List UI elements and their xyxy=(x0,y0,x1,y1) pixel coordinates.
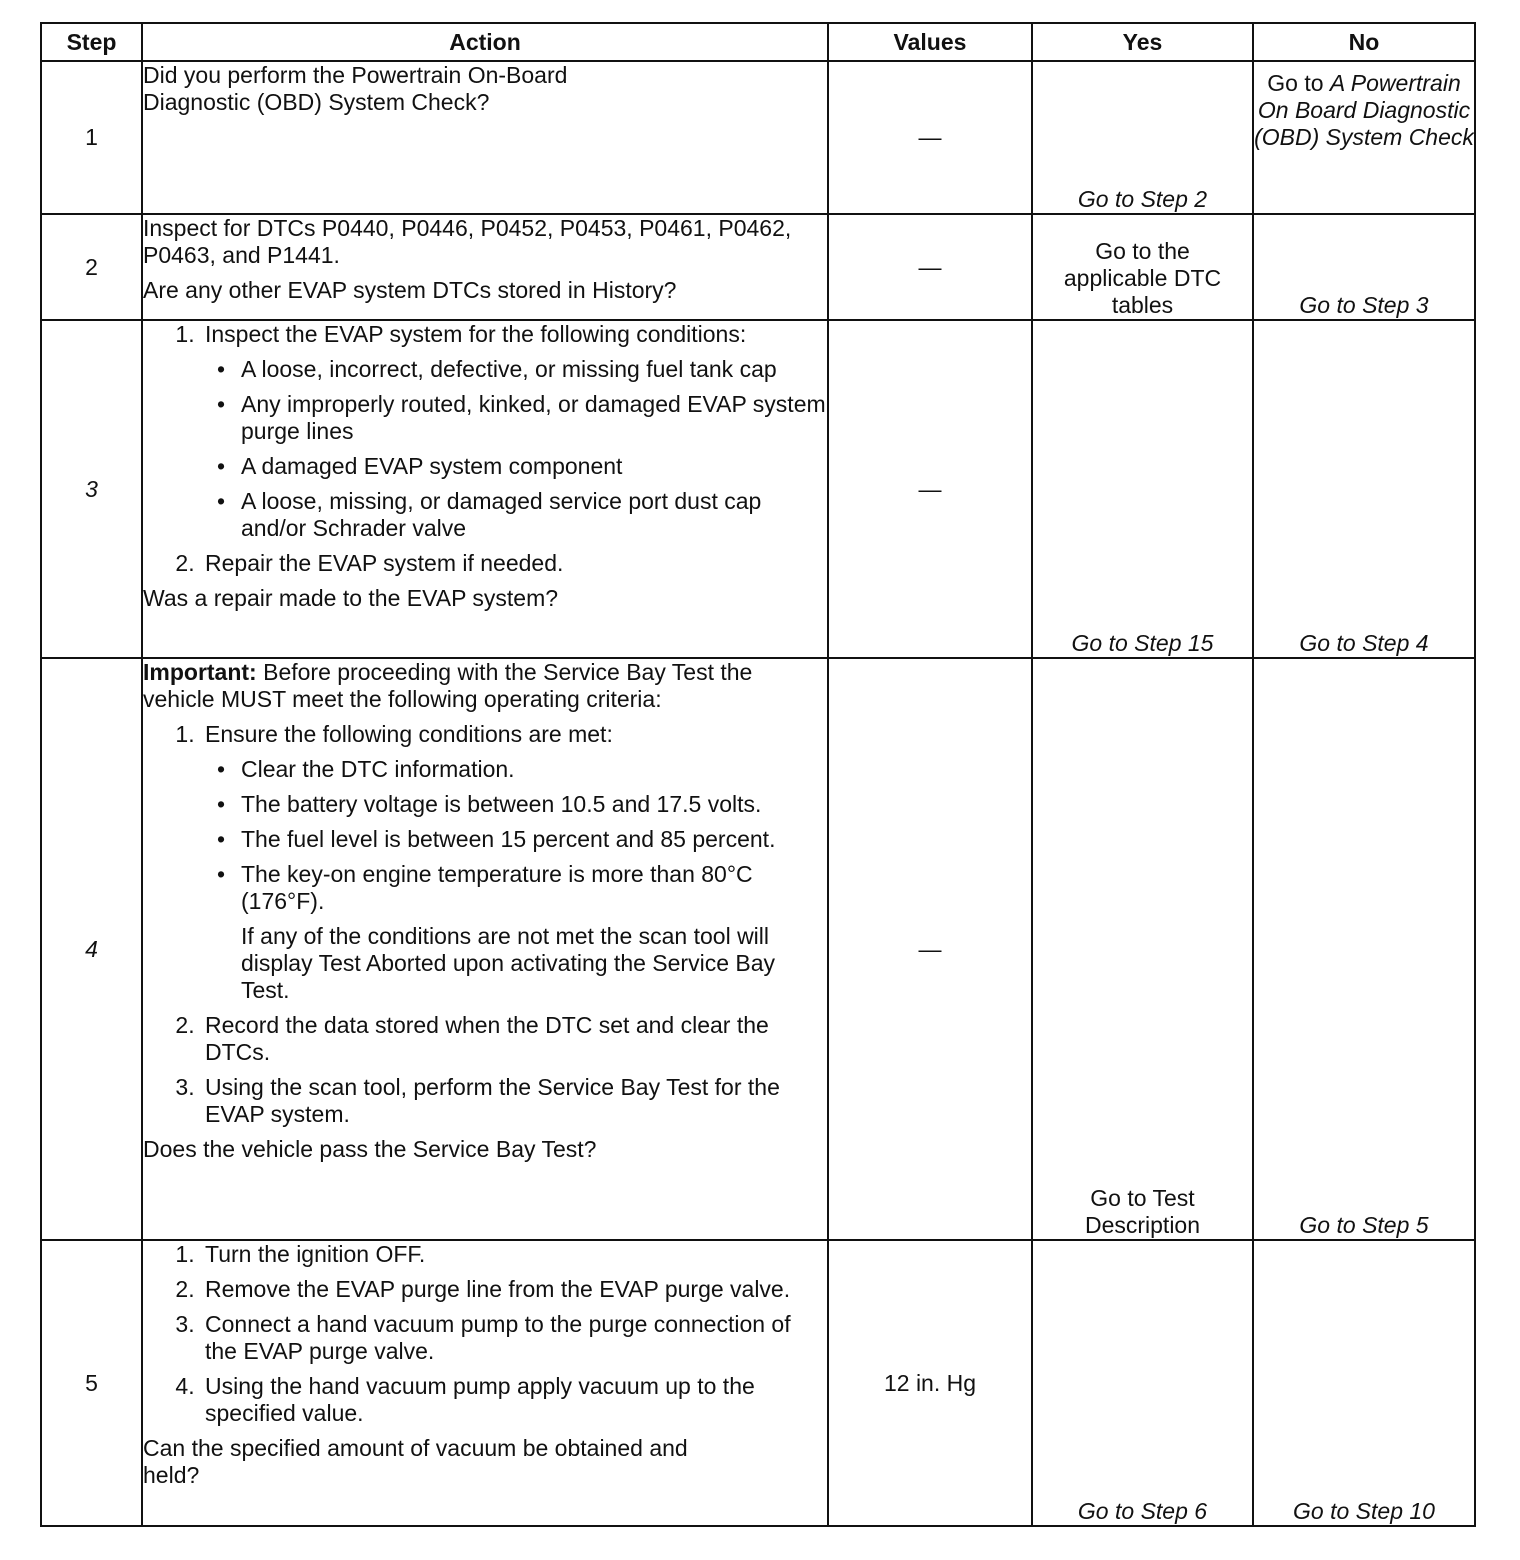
action-cell xyxy=(142,1240,828,1526)
action-question: Are any other EVAP system DTCs stored in History? xyxy=(143,277,677,303)
condition-text: A loose, incorrect, defective, or missing fuel tank cap xyxy=(241,356,777,382)
action-step xyxy=(201,1012,827,1066)
action-step xyxy=(201,1276,827,1303)
list-item: • Any improperly routed, kinked, or damaged EVAP system purge lines xyxy=(217,391,826,444)
action-question: Can the specified amount of vacuum be obtained and held? xyxy=(143,1435,688,1488)
action-step xyxy=(201,1373,827,1427)
yes-cell: Go to Step 15 xyxy=(1032,320,1253,658)
important-text: Before proceeding with the Service Bay Test the vehicle MUST meet the following operating criteria: xyxy=(143,659,753,712)
header-no: No xyxy=(1253,23,1475,61)
condition-note: If any of the conditions are not met the scan tool will display Test Aborted upon activating the Service Bay Test. xyxy=(241,923,776,1003)
step-number: 3 xyxy=(41,320,142,658)
table-row xyxy=(41,658,1475,1240)
condition-text: A damaged EVAP system component xyxy=(241,453,623,479)
values-cell: — xyxy=(828,214,1032,320)
action-step xyxy=(201,721,827,1004)
action-step-text: Remove the EVAP purge line from the EVAP purge valve. xyxy=(205,1276,791,1302)
condition-list xyxy=(205,356,827,542)
action-step-text: Repair the EVAP system if needed. xyxy=(205,550,564,576)
list-item: • A loose, missing, or damaged service port dust cap and/or Schrader valve xyxy=(217,488,762,541)
list-item: • The key-on engine temperature is more than 80°C (176°F). xyxy=(217,861,753,914)
table-row xyxy=(41,214,1475,320)
action-step-text: Record the data stored when the DTC set and clear the DTCs. xyxy=(205,1012,769,1065)
diagnostic-table xyxy=(40,22,1476,1527)
list-item: • Clear the DTC information. xyxy=(217,756,515,782)
yes-text: Go to Test Description xyxy=(1084,1185,1201,1238)
yes-cell xyxy=(1032,214,1253,320)
no-cell: Go to Step 3 xyxy=(1253,214,1475,320)
table-row xyxy=(41,1240,1475,1526)
action-step xyxy=(201,550,827,577)
action-step-text: Turn the ignition OFF. xyxy=(205,1241,426,1267)
condition-list xyxy=(205,756,827,915)
yes-text: Go to the applicable DTC tables xyxy=(1063,238,1222,318)
action-steps xyxy=(143,321,827,577)
action-cell xyxy=(142,658,828,1240)
header-row xyxy=(41,23,1475,61)
condition-text: Clear the DTC information. xyxy=(241,756,515,782)
action-step-text: Ensure the following conditions are met: xyxy=(205,721,613,747)
no-cell xyxy=(1253,61,1475,214)
action-steps xyxy=(143,1241,827,1427)
yes-cell: Go to Step 2 xyxy=(1032,61,1253,214)
action-cell xyxy=(142,320,828,658)
no-cell: Go to Step 10 xyxy=(1253,1240,1475,1526)
action-step xyxy=(201,1074,827,1128)
list-item: • A loose, incorrect, defective, or missing fuel tank cap xyxy=(217,356,777,382)
action-step xyxy=(201,321,827,542)
action-step xyxy=(201,1311,827,1365)
values-cell: — xyxy=(828,320,1032,658)
list-item: • A damaged EVAP system component xyxy=(217,453,623,479)
values-cell: — xyxy=(828,61,1032,214)
values-cell: 12 in. Hg xyxy=(828,1240,1032,1526)
important-note xyxy=(143,659,827,713)
step-number: 5 xyxy=(41,1240,142,1526)
list-item: • The fuel level is between 15 percent and 85 percent. xyxy=(217,826,776,852)
action-steps xyxy=(143,721,827,1128)
table-row xyxy=(41,61,1475,214)
action-question: Did you perform the Powertrain On-Board Diagnostic (OBD) System Check? xyxy=(143,62,568,115)
list-item: • The battery voltage is between 10.5 and 17.5 volts. xyxy=(217,791,762,817)
action-step xyxy=(201,1241,827,1268)
header-step: Step xyxy=(41,23,142,61)
no-cell: Go to Step 5 xyxy=(1253,658,1475,1240)
action-text: Inspect for DTCs P0440, P0446, P0452, P0453, P0461, P0462, P0463, and P1441. xyxy=(143,215,792,268)
action-step-text: Inspect the EVAP system for the following conditions: xyxy=(205,321,747,347)
table-row xyxy=(41,320,1475,658)
step-number: 4 xyxy=(41,658,142,1240)
values-cell: — xyxy=(828,658,1032,1240)
action-step-text: Connect a hand vacuum pump to the purge connection of the EVAP purge valve. xyxy=(205,1311,791,1364)
step-number: 1 xyxy=(41,61,142,214)
no-prefix: Go to xyxy=(1267,70,1324,96)
action-cell xyxy=(142,214,828,320)
condition-text: The fuel level is between 15 percent and 85 percent. xyxy=(241,826,776,852)
action-step-text: Using the hand vacuum pump apply vacuum up to the specified value. xyxy=(205,1373,755,1426)
step-number: 2 xyxy=(41,214,142,320)
action-step-text: Using the scan tool, perform the Service Bay Test for the EVAP system. xyxy=(205,1074,780,1127)
action-question: Was a repair made to the EVAP system? xyxy=(143,585,559,611)
condition-text: The key-on engine temperature is more than 80°C (176°F). xyxy=(241,861,753,914)
header-values: Values xyxy=(828,23,1032,61)
condition-text: The battery voltage is between 10.5 and 17.5 volts. xyxy=(241,791,762,817)
action-question: Does the vehicle pass the Service Bay Test? xyxy=(143,1136,597,1162)
condition-text: A loose, missing, or damaged service port dust cap and/or Schrader valve xyxy=(241,488,762,541)
yes-cell xyxy=(1032,658,1253,1240)
yes-cell: Go to Step 6 xyxy=(1032,1240,1253,1526)
no-link: A Powertrain On Board Diagnostic (OBD) System Check xyxy=(1254,70,1474,150)
no-cell: Go to Step 4 xyxy=(1253,320,1475,658)
condition-text: Any improperly routed, kinked, or damaged EVAP system purge lines xyxy=(241,391,826,444)
header-action: Action xyxy=(142,23,828,61)
important-label: Important: xyxy=(143,659,257,685)
header-yes: Yes xyxy=(1032,23,1253,61)
action-cell xyxy=(142,61,828,214)
